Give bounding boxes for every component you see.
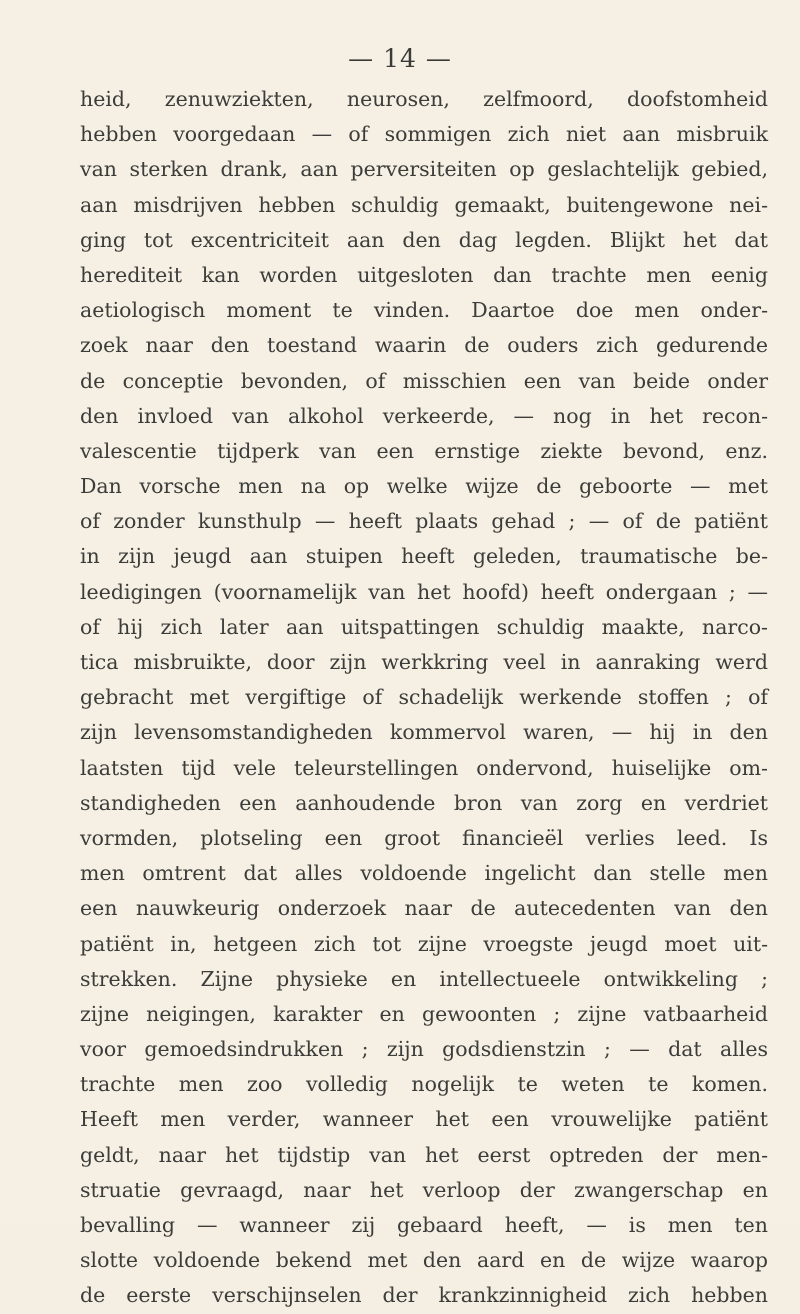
text-line: standigheden een aanhoudende bron van zorg en verdriet bbox=[80, 790, 768, 815]
text-line: zijn levensomstandigheden kommervol waren, — hij in den bbox=[80, 720, 768, 745]
text-line: de eerste verschijnselen der krankzinnigheid zich hebben bbox=[80, 1283, 768, 1308]
text-line: de conceptie bevonden, of misschien een van beide onder bbox=[80, 368, 768, 393]
text-line: of hij zich later aan uitspattingen schuldig maakte, narco- bbox=[80, 614, 768, 639]
text-line: of zonder kunsthulp — heeft plaats gehad ; — of de patiënt bbox=[80, 509, 768, 534]
text-line: een nauwkeurig onderzoek naar de autecedenten van den bbox=[80, 896, 768, 921]
text-line: zoek naar den toestand waarin de ouders zich gedurende bbox=[80, 333, 768, 358]
text-line: men omtrent dat alles voldoende ingelicht dan stelle men bbox=[80, 861, 768, 886]
text-line: strekken. Zijne physieke en intellectueele ontwikkeling ; bbox=[80, 966, 768, 991]
text-line: valescentie tijdperk van een ernstige ziekte bevond, enz. bbox=[80, 438, 768, 463]
text-line: van sterken drank, aan perversiteiten op geslachtelijk gebied, bbox=[80, 157, 768, 182]
text-line: aan misdrijven hebben schuldig gemaakt, buitengewone nei- bbox=[80, 192, 768, 217]
page-number: — 14 — bbox=[348, 44, 452, 73]
text-line: hebben voorgedaan — of sommigen zich niet aan misbruik bbox=[80, 122, 768, 147]
text-line: gebracht met vergiftige of schadelijk werkende stoffen ; of bbox=[80, 685, 768, 710]
text-line: vormden, plotseling een groot financieël verlies leed. Is bbox=[80, 825, 768, 850]
text-line: patiënt in, hetgeen zich tot zijne vroegste jeugd moet uit- bbox=[80, 931, 768, 956]
body-text bbox=[80, 82, 768, 1314]
text-line: aetiologisch moment te vinden. Daartoe doe men onder- bbox=[80, 298, 768, 323]
text-line: geldt, naar het tijdstip van het eerst optreden der men- bbox=[80, 1142, 768, 1167]
text-line: tica misbruikte, door zijn werkkring veel in aanraking werd bbox=[80, 650, 768, 674]
text-line: trachte men zoo volledig nogelijk te weten te komen. bbox=[80, 1072, 768, 1097]
text-line: slotte voldoende bekend met den aard en de wijze waarop bbox=[80, 1248, 768, 1273]
text-line: ging tot excentriciteit aan den dag legden. Blijkt het dat bbox=[80, 227, 768, 252]
text-line: leedigingen (voornamelijk van het hoofd) heeft ondergaan ; — bbox=[80, 579, 768, 604]
text-line: den invloed van alkohol verkeerde, — nog in het recon- bbox=[80, 403, 768, 428]
text-line: herediteit kan worden uitgesloten dan trachte men eenig bbox=[80, 262, 768, 287]
text-line: struatie gevraagd, naar het verloop der zwangerschap en bbox=[80, 1177, 768, 1202]
text-line: laatsten tijd vele teleurstellingen ondervond, huiselijke om- bbox=[80, 755, 768, 780]
text-line: Heeft men verder, wanneer het een vrouwelijke patiënt bbox=[80, 1107, 768, 1132]
text-line: bevalling — wanneer zij gebaard heeft, — is men ten bbox=[80, 1213, 768, 1237]
text-line: zijne neigingen, karakter en gewoonten ; zijne vatbaarheid bbox=[80, 1001, 768, 1026]
text-line: Dan vorsche men na op welke wijze de geboorte — met bbox=[80, 474, 768, 499]
text-line: in zijn jeugd aan stuipen heeft geleden, traumatische be- bbox=[80, 544, 768, 569]
text-line: heid, zenuwziekten, neurosen, zelfmoord, doofstomheid bbox=[80, 87, 768, 111]
text-line: voor gemoedsindrukken ; zijn godsdienstzin ; — dat alles bbox=[80, 1037, 768, 1062]
